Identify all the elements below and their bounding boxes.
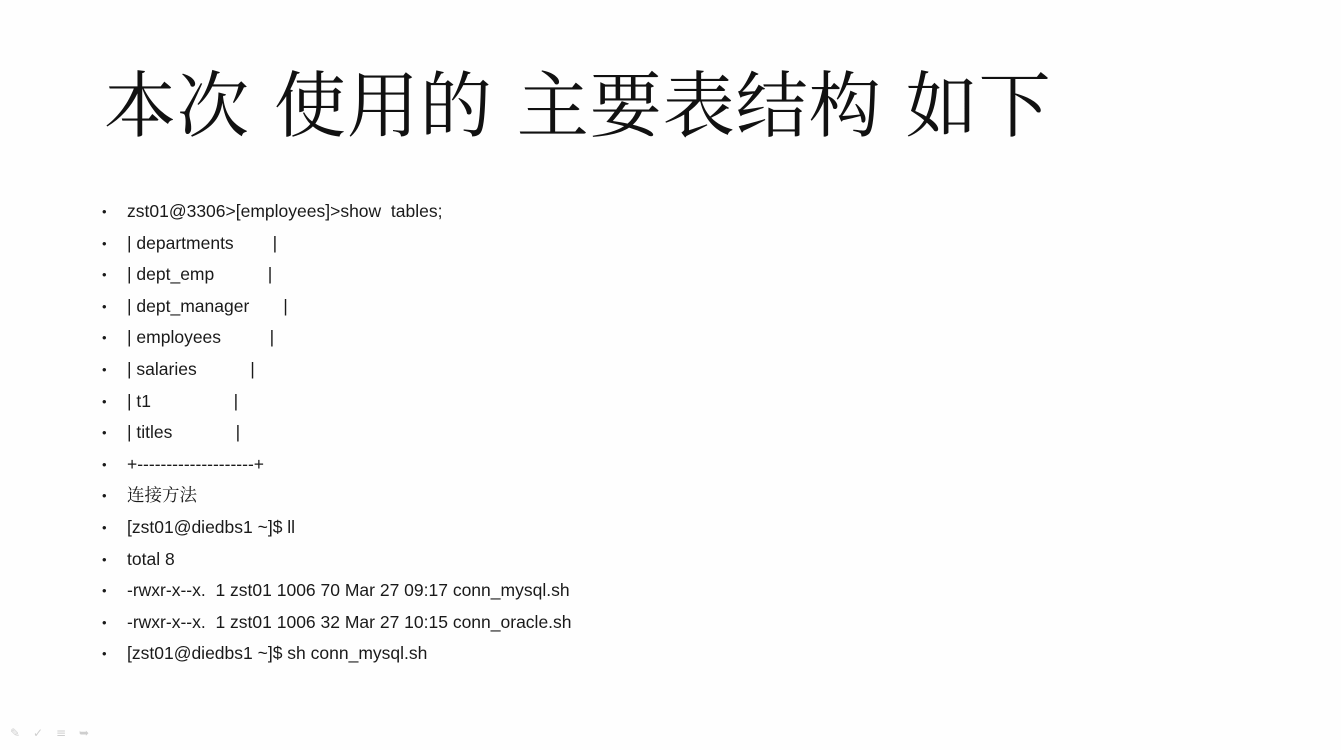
bullet-text: | dept_manager | [127,295,288,316]
bullet-item [100,228,572,260]
bullet-text: [zst01@diedbs1 ~]$ sh conn_mysql.sh [127,643,428,664]
slideshow-toolbar [8,726,91,740]
bullet-item [100,512,572,544]
bullet-text: | dept_emp | [127,264,273,285]
forward-icon[interactable]: ➥ [78,726,90,740]
bullet-item [100,322,572,354]
bullet-text: total 8 [127,548,175,569]
bullet-item [100,449,572,481]
bullet-item [100,196,572,228]
bullet-item [100,575,572,607]
bullet-text: +--------------------+ [127,453,264,474]
bullet-icon: • [102,583,107,599]
bullet-item [100,417,572,449]
bullet-text: | titles | [127,422,241,443]
bullet-icon: • [102,456,107,472]
bullet-item [100,638,572,670]
bullet-item [100,354,572,386]
bullet-item [100,607,572,639]
slide-title: 本次 使用的 主要表结构 如下 [104,64,1052,148]
bullet-icon: • [102,330,107,346]
bullet-text: 连接方法 [127,485,197,506]
bullet-icon: • [102,267,107,283]
bullet-icon: • [102,488,107,504]
pen-icon[interactable]: ✎ [9,726,21,740]
bullet-icon: • [102,614,107,630]
bullet-icon: • [102,425,107,441]
bullet-item [100,259,572,291]
bullet-item [100,544,572,576]
bullet-icon: • [102,393,107,409]
bullet-item [100,386,572,418]
bullet-text: | t1 | [127,390,239,411]
bullet-text: -rwxr-x--x. 1 zst01 1006 70 Mar 27 09:17 conn_mysql.sh [127,580,570,601]
bullet-text: [zst01@diedbs1 ~]$ ll [127,516,296,537]
bullet-icon: • [102,298,107,314]
bullet-item [100,291,572,323]
bullet-text: | employees | [127,327,275,348]
bullet-list [100,196,572,670]
bullet-text: | departments | [127,232,278,253]
bullet-icon: • [102,361,107,377]
bullet-item [100,480,572,512]
bullet-icon: • [102,646,107,662]
bullet-text: | salaries | [127,358,255,379]
pointer-icon[interactable]: ✓ [32,726,44,740]
bullet-text: -rwxr-x--x. 1 zst01 1006 32 Mar 27 10:15 conn_oracle.sh [127,611,572,632]
bullet-icon: • [102,551,107,567]
bullet-icon: • [102,235,107,251]
bullet-icon: • [102,519,107,535]
menu-icon[interactable]: ≡ [55,726,67,740]
bullet-text: zst01@3306>[employees]>show tables; [127,201,443,221]
bullet-icon: • [102,204,107,219]
